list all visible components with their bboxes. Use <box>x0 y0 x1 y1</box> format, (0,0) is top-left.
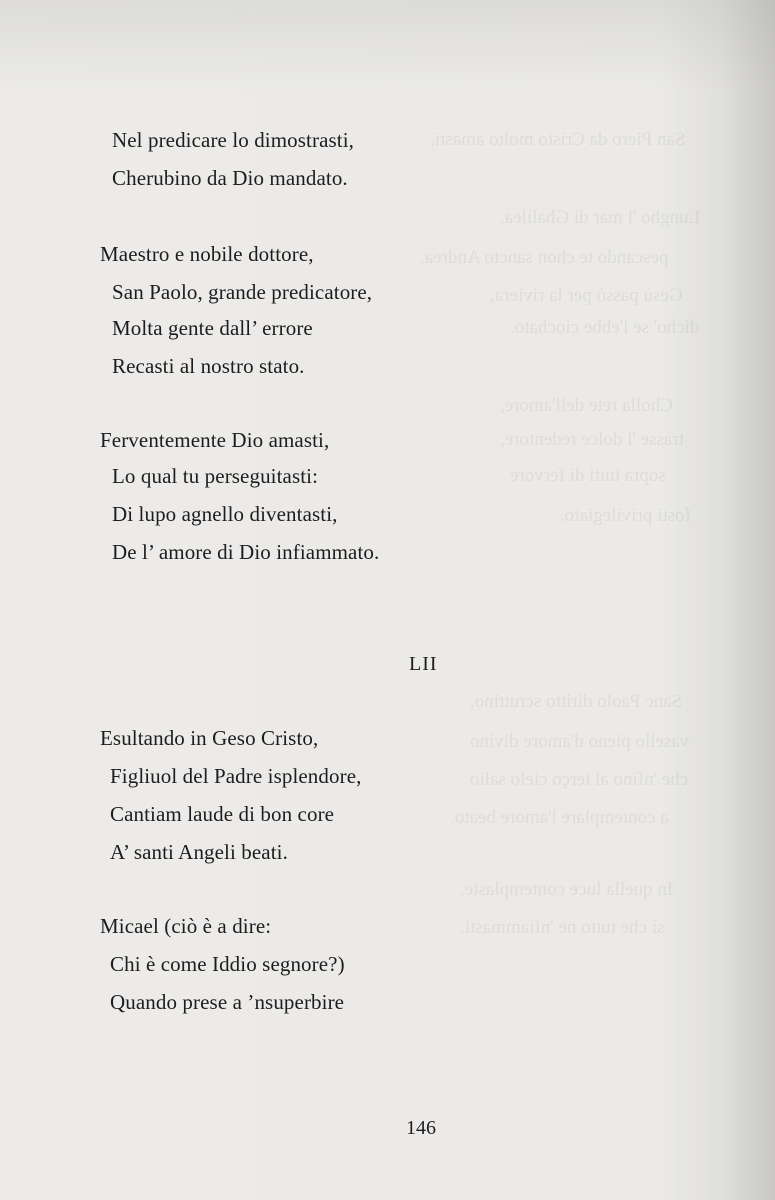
verse-line: Chi è come Iddio segnore?) <box>110 952 345 976</box>
verse-line: Figliuol del Padre isplendore, <box>110 764 362 788</box>
verse-line: Maestro e nobile dottore, <box>100 242 314 266</box>
verse-line: Esultando in Geso Cristo, <box>100 726 319 750</box>
bleed-through-text: a contemplare l'amore beato. <box>450 807 669 828</box>
section-numeral: LII <box>409 653 438 675</box>
verse-line: Lo qual tu perseguitasti: <box>112 464 319 488</box>
bleed-through-text: Lungho 'l mar di Ghalilea, <box>500 207 701 228</box>
bleed-through-text: sopra tutti di fervore <box>510 465 666 486</box>
bleed-through-text: pescando te chon sancto Andrea, <box>420 247 669 268</box>
verse-line: Cantiam laude di bon core <box>110 802 335 826</box>
verse-line: Quando prese a ’nsuperbire <box>110 990 345 1014</box>
bleed-through-text: fosti privilegiato. <box>560 505 691 526</box>
bleed-through-text: Cholla rete dell'amore, <box>500 395 673 416</box>
page-number: 146 <box>406 1117 436 1139</box>
verse-line: Molta gente dall’ errore <box>112 316 313 340</box>
page-shadow <box>0 0 775 90</box>
bleed-through-text: Gesù passò per la riviera, <box>490 285 683 306</box>
verse-line: Di lupo agnello diventasti, <box>112 502 338 526</box>
bleed-through-text: vasello pieno d'amore divino <box>470 731 690 752</box>
bleed-through-text: San Piero da Cristo molto amasti, <box>430 129 686 150</box>
verse-line: Cherubino da Dio mandato. <box>112 166 348 190</box>
bleed-through-text: In quella luce contemplaste, <box>460 879 674 900</box>
verse-line: Recasti al nostro stato. <box>112 354 305 378</box>
bleed-through-text: sì che tutto ne 'nfiammasti. <box>460 917 665 938</box>
bleed-through-text: Sanc Paolo diritto scruttino, <box>470 691 683 712</box>
verse-line: De l’ amore di Dio infiammato. <box>112 540 380 564</box>
verse-line: Nel predicare lo dimostrasti, <box>112 128 354 152</box>
verse-line: Micael (ciò è a dire: <box>100 914 272 938</box>
bleed-through-text: trasse 'l dolce redentore, <box>500 429 684 450</box>
bleed-through-text: dicho' se l'ebbe ciochato. <box>510 317 700 338</box>
bleed-through-text: che 'nfino al terço cielo salio <box>470 769 689 790</box>
verse-line: Ferventemente Dio amasti, <box>100 428 330 452</box>
verse-line: A’ santi Angeli beati. <box>110 840 288 864</box>
verse-line: San Paolo, grande predicatore, <box>112 280 373 304</box>
